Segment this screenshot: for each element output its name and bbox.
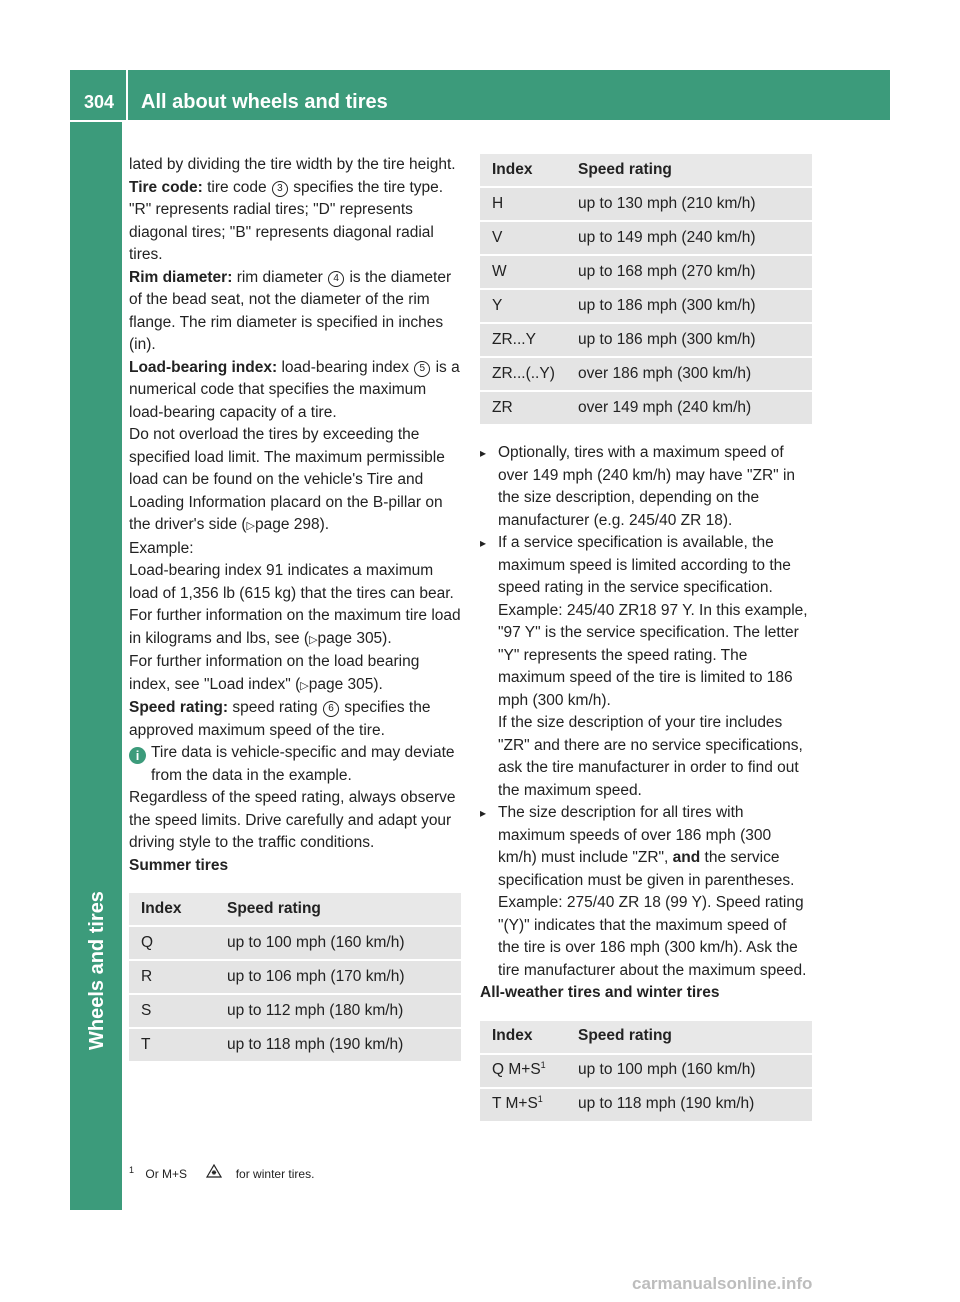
- table-row: [480, 390, 812, 424]
- list-item: [480, 802, 812, 982]
- text: tire code: [207, 178, 267, 196]
- table-cell: up to 106 mph (170 km/h): [215, 959, 461, 993]
- snowflake-mountain-icon: [206, 1164, 222, 1181]
- footnote-ref: 1: [537, 1094, 543, 1105]
- paragraph-example: [129, 560, 461, 651]
- example-label: Example:: [129, 539, 194, 557]
- side-tab-label: Wheels and tires: [86, 891, 108, 1050]
- footnote-text-a: Or M+S: [145, 1167, 188, 1181]
- list-item: ▸ Optionally, tires with a maximum speed of over 149 mph (240 km/h) may have "ZR" in the size description, depending on the manufacturer (e.g. 245/40 ZR 18).: [480, 442, 812, 532]
- table-cell: S: [129, 993, 215, 1027]
- text: Load-bearing index 91 indicates a maximum load of 1,356 lb (615 kg) that the tires can bear. For further information on the maximum tire load in kilograms and lbs, see (: [129, 562, 461, 647]
- text: rim diameter: [236, 268, 323, 286]
- paragraph-overload: [129, 424, 461, 538]
- text: is a numerical code that specifies the maximum load-bearing capacity of a tire.: [129, 358, 460, 421]
- table-cell: ZR...(..Y): [480, 356, 566, 390]
- section-heading: All-weather tires and winter tires: [480, 984, 720, 1001]
- page-title: All about wheels and tires: [141, 91, 388, 113]
- table-cell: ZR: [480, 390, 566, 424]
- paragraph: lated by dividing the tire width by the tire height.: [129, 156, 456, 173]
- table-row: [480, 1087, 812, 1121]
- header-divider: [126, 70, 128, 120]
- summer-tires-table: [129, 893, 461, 1061]
- paragraph-tire-code: [129, 177, 461, 267]
- table-cell: W: [480, 254, 566, 288]
- text: specifies the tire type. "R" represents radial tires; "D" represents diagonal tires; "B" represents diagonal radial tires.: [129, 178, 444, 263]
- table-row: [129, 959, 461, 993]
- table-cell: T: [129, 1027, 215, 1061]
- page-number: 304: [84, 92, 115, 112]
- table-cell: up to 186 mph (300 km/h): [566, 288, 812, 322]
- table-cell: up to 118 mph (190 km/h): [566, 1087, 812, 1121]
- table-row: [129, 1027, 461, 1061]
- table-cell: V: [480, 220, 566, 254]
- table-cell: Q: [129, 925, 215, 959]
- index-text: T M+S: [492, 1095, 538, 1113]
- table-cell: [480, 1053, 566, 1087]
- table-cell: up to 149 mph (240 km/h): [566, 220, 812, 254]
- paragraph-speed: [129, 697, 461, 742]
- paragraph-regardless: Regardless of the speed rating, always observe the speed limits. Drive carefully and adapt your driving style to the traffic conditions.: [129, 789, 456, 851]
- table-cell: ZR...Y: [480, 322, 566, 356]
- text: the service specification must be given in parentheses. Example: 275/40 ZR 18 (99 Y). Speed rating "(Y)" indicates that the maximum speed of the tire is over 186 mph (300 km/h). Ask the tire manufacturer about the maximum speed.: [498, 849, 807, 979]
- table-row: [480, 1053, 812, 1087]
- page-ref-link[interactable]: page 298).: [255, 516, 330, 533]
- footnote: [129, 1164, 314, 1181]
- allweather-heading: [480, 982, 812, 1005]
- paragraph-rim: [129, 267, 461, 357]
- callout-3-icon: 3: [272, 181, 288, 197]
- term-label: Tire code:: [129, 178, 203, 196]
- info-text: Tire data is vehicle-specific and may deviate from the data in the example.: [151, 744, 455, 784]
- callout-6-icon: 6: [323, 701, 339, 717]
- watermark: carmanualsonline.info: [632, 1274, 813, 1293]
- table-header: Speed rating: [566, 154, 812, 186]
- info-icon-wrap: [129, 742, 151, 787]
- table-header: Speed rating: [566, 1021, 812, 1053]
- footnote-text-b: for winter tires.: [235, 1167, 315, 1181]
- term-label: Rim diameter:: [129, 268, 233, 286]
- info-note: [129, 742, 461, 787]
- table-row: [129, 993, 461, 1027]
- right-column: [480, 154, 812, 1121]
- text: is the diameter of the bead seat, not the diameter of the rim flange. The rim diameter is specified in inches (in).: [129, 268, 452, 353]
- text: If the size description of your tire includes "ZR" and there are no service specifications, ask the tire manufacturer in order to find out the maximum speed.: [498, 714, 803, 799]
- table-row: [480, 322, 812, 356]
- text: speed rating: [232, 699, 318, 716]
- table-header: Index: [129, 893, 215, 925]
- bullet-list: [480, 442, 812, 982]
- table-row: [480, 288, 812, 322]
- table-cell: up to 118 mph (190 km/h): [215, 1027, 461, 1061]
- footnote-mark: 1: [129, 1165, 135, 1175]
- paragraph-further: [129, 651, 461, 697]
- paragraph-load: [129, 357, 461, 425]
- text: specifies the approved maximum speed of the tire.: [129, 699, 431, 739]
- table-row: [480, 356, 812, 390]
- footnote-ref: 1: [540, 1060, 546, 1071]
- page-ref-arrow-icon: ▷: [246, 520, 255, 532]
- info-icon: i: [129, 747, 146, 764]
- table-row: [480, 254, 812, 288]
- term-label: Load-bearing index:: [129, 358, 278, 376]
- table-cell: R: [129, 959, 215, 993]
- table-header: Index: [480, 1021, 566, 1053]
- page-ref-arrow-icon: ▷: [309, 633, 318, 646]
- table-cell: up to 130 mph (210 km/h): [566, 186, 812, 220]
- page-ref-arrow-icon: ▷: [300, 679, 309, 692]
- index-text: Q M+S: [492, 1061, 541, 1079]
- table-cell: up to 112 mph (180 km/h): [215, 993, 461, 1027]
- callout-4-icon: 4: [328, 271, 344, 287]
- table-cell: up to 186 mph (300 km/h): [566, 322, 812, 356]
- speed-rating-table: [480, 154, 812, 424]
- table-row: [129, 925, 461, 959]
- table-cell: up to 100 mph (160 km/h): [215, 925, 461, 959]
- summer-heading: [129, 855, 461, 878]
- table-cell: up to 100 mph (160 km/h): [566, 1053, 812, 1087]
- text: If a service specification is available, the maximum speed is limited according to the speed rating in the service specification. Example: 245/40 ZR18 97 Y. In this example, "97 Y" is the service specification. The letter "Y" represents the speed rating. The maximum speed of the tire is limited to 186 mph (300 km/h).: [498, 534, 808, 709]
- allweather-tires-table: [480, 1021, 812, 1121]
- table-header: Index: [480, 154, 566, 186]
- table-row: [480, 186, 812, 220]
- page-ref-link[interactable]: page 305).: [317, 629, 392, 647]
- text: For further information on the load bearing index, see "Load index" (: [129, 653, 420, 693]
- table-cell: [480, 1087, 566, 1121]
- emphasis: and: [672, 849, 701, 866]
- page-ref-link[interactable]: page 305).: [308, 675, 383, 693]
- left-column: [129, 154, 461, 1061]
- table-header: Speed rating: [215, 893, 461, 925]
- section-heading: Summer tires: [129, 856, 229, 874]
- callout-5-icon: 5: [414, 361, 430, 377]
- list-item: [480, 532, 812, 802]
- table-row: [480, 220, 812, 254]
- text: The size description for all tires with maximum speeds of over 186 mph (300 km/h) must include "ZR",: [498, 804, 772, 866]
- table-cell: over 186 mph (300 km/h): [566, 356, 812, 390]
- table-cell: up to 168 mph (270 km/h): [566, 254, 812, 288]
- table-cell: Y: [480, 288, 566, 322]
- term-label: Speed rating:: [129, 699, 229, 716]
- text: load-bearing index: [281, 358, 409, 376]
- text: Do not overload the tires by exceeding the specified load limit. The maximum permissible load can be found on the vehicle's Tire and Loading Information placard on the B-pillar on the driver's side (: [129, 426, 445, 533]
- table-cell: over 149 mph (240 km/h): [566, 390, 812, 424]
- table-cell: H: [480, 186, 566, 220]
